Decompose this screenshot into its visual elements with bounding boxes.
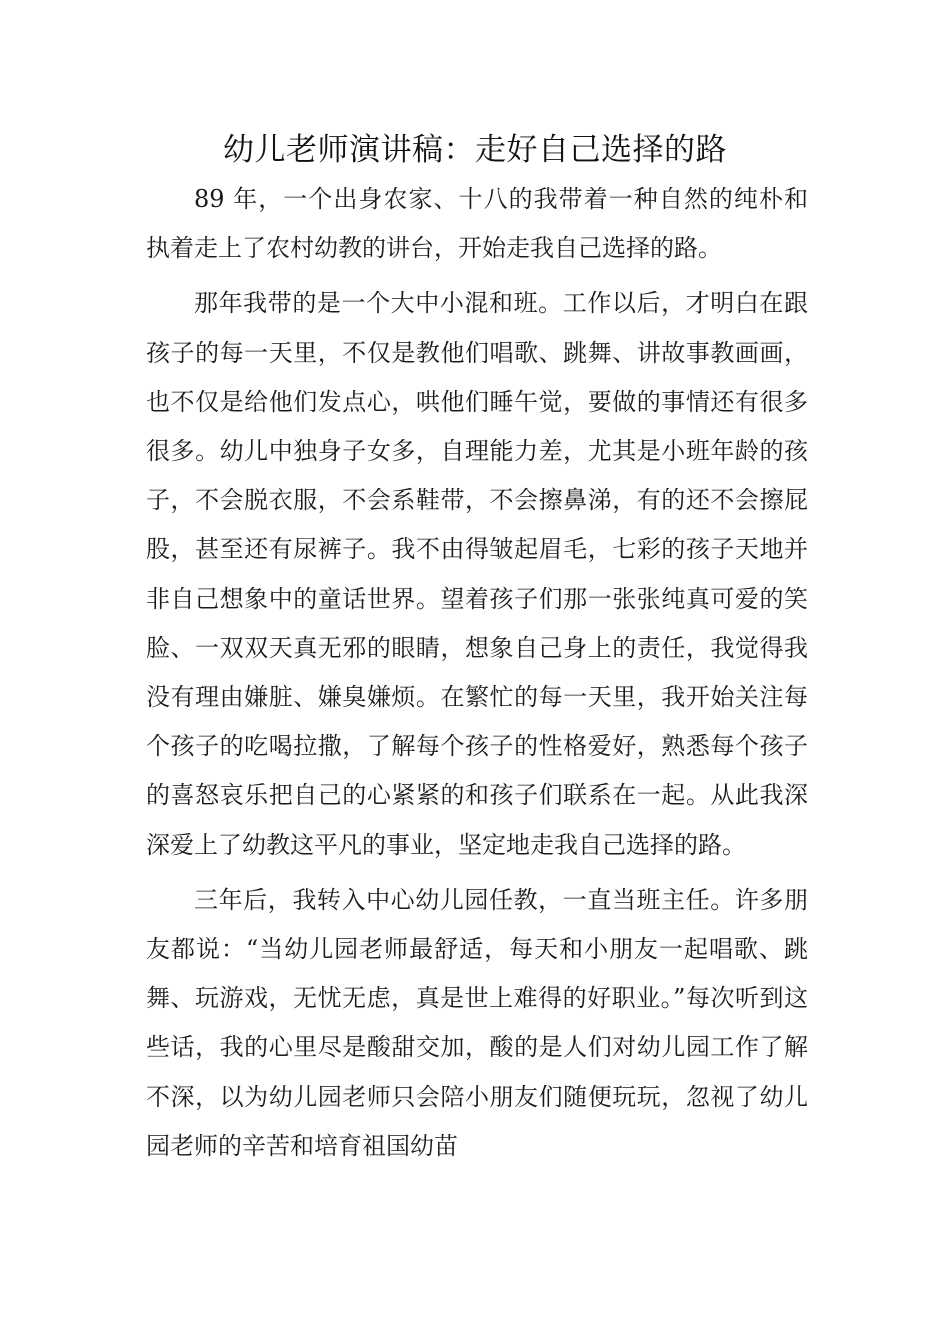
document-body [146, 175, 808, 1171]
document-title: 幼儿老师演讲稿：走好自己选择的路 [223, 132, 727, 168]
paragraph-3: 三年后，我转入中心幼儿园任教，一直当班主任。许多朋友都说：“当幼儿园老师最舒适，每天和小朋友一起唱歌、跳舞、玩游戏，无忧无虑，真是世上难得的好职业。”每次听到这些话，我的心里尽是酸甜交加，酸的是人们对幼儿园工作了解不深，以为幼儿园老师只会陪小朋友们随便玩玩，忽视了幼儿园老师的辛苦和培育祖国幼苗 [146, 885, 808, 1160]
paragraph-1: 89 年，一个出身农家、十八的我带着一种自然的纯朴和执着走上了农村幼教的讲台，开始走我自己选择的路。 [146, 185, 808, 263]
paragraph-2: 那年我带的是一个大中小混和班。工作以后，才明白在跟孩子的每一天里，不仅是教他们唱歌、跳舞、讲故事教画画，也不仅是给他们发点心，哄他们睡午觉，要做的事情还有很多很多。幼儿中独身子女多，自理能力差，尤其是小班年龄的孩子，不会脱衣服，不会系鞋带，不会擦鼻涕，有的还不会擦屁股，甚至还有尿裤子。我不由得皱起眉毛，七彩的孩子天地并非自己想象中的童话世界。望着孩子们那一张张纯真可爱的笑脸、一双双天真无邪的眼睛，想象自己身上的责任，我觉得我没有理由嫌脏、嫌臭嫌烦。在繁忙的每一天里，我开始关注每个孩子的吃喝拉撒，了解每个孩子的性格爱好，熟悉每个孩子的喜怒哀乐把自己的心紧紧的和孩子们联系在一起。从此我深深爱上了幼教这平凡的事业，坚定地走我自己选择的路。 [146, 289, 808, 859]
